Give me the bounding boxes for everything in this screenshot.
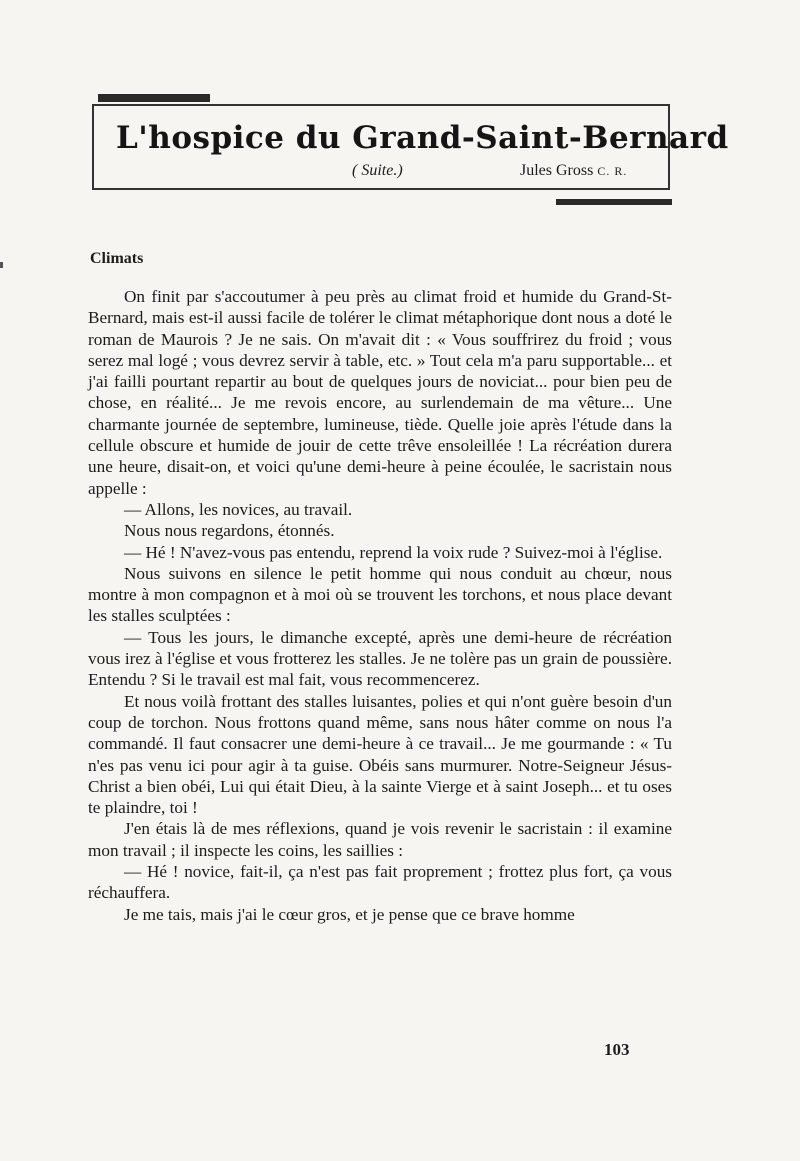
body-text — [88, 286, 672, 925]
author-name: Jules Gross — [520, 162, 594, 179]
paragraph: Je me tais, mais j'ai le cœur gros, et je pense que ce brave homme — [124, 904, 575, 924]
paragraph: J'en étais là de mes réflexions, quand je vois revenir le sacristain : il examine mon travail ; il inspecte les coins, les saillies : — [88, 819, 672, 860]
section-heading: Climats — [90, 250, 144, 267]
paragraph: — Hé ! novice, fait-il, ça n'est pas fait proprement ; frottez plus fort, ça vous réchauffera. — [88, 862, 672, 903]
suite-label: ( Suite.) — [352, 162, 403, 179]
paragraph: On finit par s'accoutumer à peu près au climat froid et humide du Grand-St-Bernard, mais est-il aussi facile de tolérer le climat métaphorique dont nous a doté le roman de Maurois ? Je ne sais. On m'avait dit : « Vous souffrirez du froid ; vous serez mal logé ; vous devrez servir à table, etc. » Tout cela m'a paru supportable... et j'ai failli pourtant repartir au bout de quelques jours de noviciat... pour bien peu de chose, en réalité... Je me revois encore, au surlendemain de ma vêture... Une charmante journée de septembre, lumineuse, tiède. Quelle joie après l'étude dans la cellule obscure et humide de jouir de cette trêve ensoleillée ! La récréation durera une heure, disait-on, et voici qu'une demi-heure à peine écoulée, le sacristain nous appelle : — [88, 287, 672, 498]
decorative-bar-bottom — [556, 199, 672, 205]
paragraph: Et nous voilà frottant des stalles luisantes, polies et qui n'ont guère besoin d'un coup de torchon. Nous frottons quand même, sans nous hâter comme on nous l'a commandé. Il faut consacrer une demi-heure à ce travail... Je me gourmande : « Tu n'es pas venu ici pour agir à ta guise. Obéis sans murmurer. Notre-Seigneur Jésus-Christ a bien obéi, Lui qui était Dieu, à la sainte Vierge et à saint Joseph... et tu oses te plaindre, toi ! — [88, 691, 672, 818]
paragraph: — Allons, les novices, au travail. — [124, 499, 353, 519]
paragraph: Nous nous regardons, étonnés. — [124, 521, 335, 541]
author-line — [520, 162, 627, 180]
paragraph: Nous suivons en silence le petit homme qui nous conduit au chœur, nous montre à mon compagnon et à moi où se trouvent les torchons, et nous place devant les stalles sculptées : — [88, 563, 672, 626]
author-suffix: C. R. — [597, 164, 628, 178]
decorative-bar-top — [98, 94, 210, 102]
paragraph: — Hé ! N'avez-vous pas entendu, reprend la voix rude ? Suivez-moi à l'église. — [124, 542, 663, 562]
article-title: L'hospice du Grand-Saint-Bernard — [116, 120, 729, 156]
paragraph: — Tous les jours, le dimanche excepté, après une demi-heure de récréation vous irez à l'église et vous frotterez les stalles. Je ne tolère pas un grain de poussière. Entendu ? Si le travail est mal fait, vous recommencerez. — [88, 627, 672, 690]
margin-mark — [0, 262, 3, 268]
page-number: 103 — [604, 1040, 630, 1059]
